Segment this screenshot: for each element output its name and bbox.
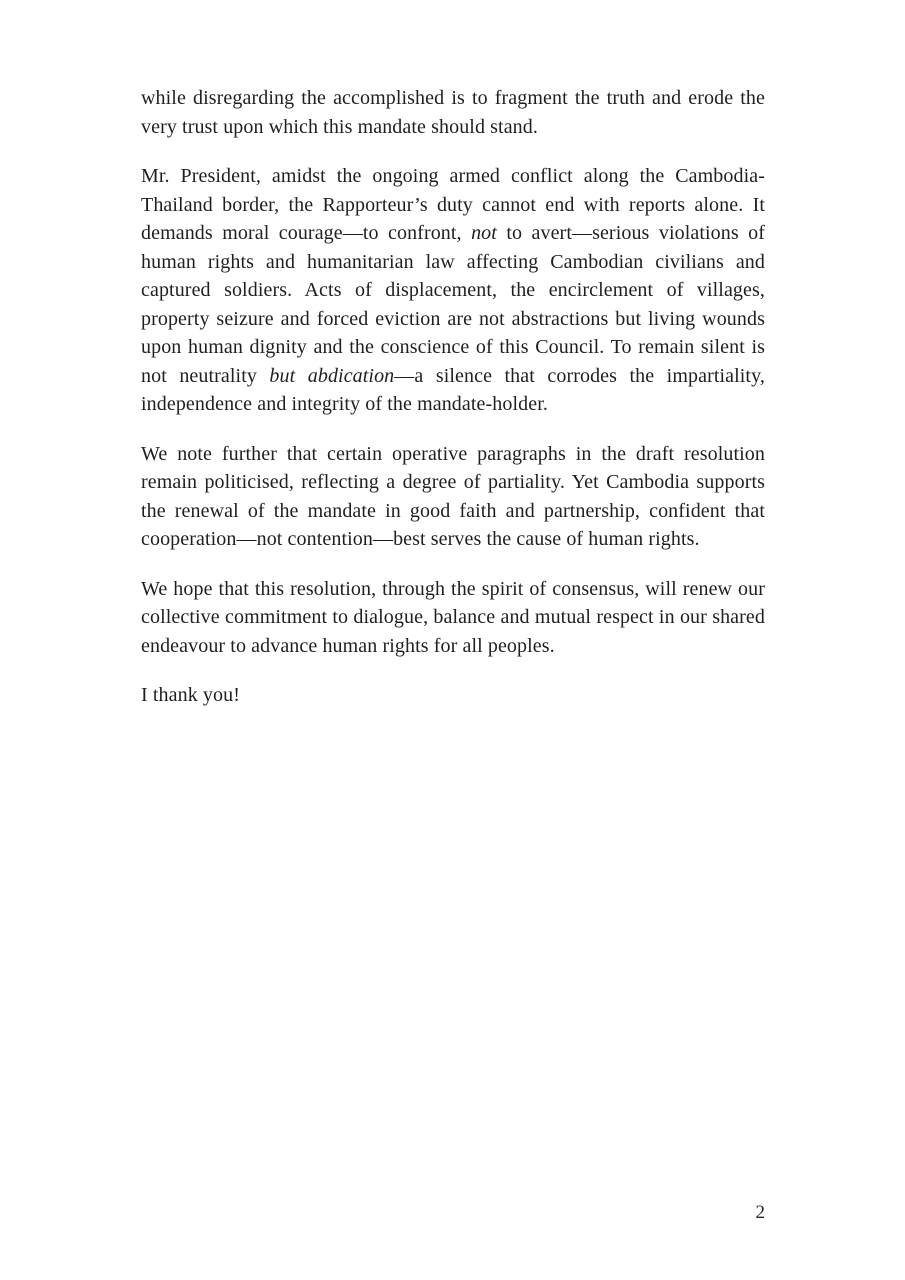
text-run: while disregarding the accomplished is to fragment the truth and erode the very trust upon which this mandate should stand. xyxy=(141,87,765,138)
text-run-italic: not xyxy=(471,222,497,244)
text-run: I thank you! xyxy=(141,684,240,706)
paragraph-thanks xyxy=(141,681,765,710)
text-run-italic: but abdication xyxy=(269,364,395,387)
paragraph-continuation xyxy=(141,84,765,141)
text-run: —a silence that corrodes the impartiality, independence and integrity of the mandate-holder. xyxy=(141,364,765,415)
paragraph-we-hope xyxy=(141,575,765,661)
text-run: We hope that this resolution, through the spirit of consensus, will renew our collective commitment to dialogue, balance and mutual respect in our shared endeavour to advance human rights for all peoples. xyxy=(141,577,765,657)
text-run: We note further that certain operative paragraphs in the draft resolution remain politicised, reflecting a degree of partiality. Yet Cambodia supports the renewal of the mandate in good faith and partnership, confident that cooperation—not contention—best serves the cause of human rights. xyxy=(141,442,765,550)
paragraph-mr-president xyxy=(141,162,765,419)
page-number: 2 xyxy=(755,1202,765,1223)
document-body xyxy=(141,84,765,731)
text-run: Mr. President, amidst the ongoing armed conflict along the Cambodia-Thailand border, the Rapporteur’s duty cannot end with reports alone. It demands moral courage—to confront, xyxy=(141,165,765,244)
paragraph-we-note xyxy=(141,440,765,554)
text-run: to avert—serious violations of human rights and humanitarian law affecting Cambodian civilians and captured soldiers. Acts of displacement, the encirclement of villages, property seizure and forced eviction are not abstractions but living wounds upon human dignity and the conscience of this Council. To remain silent is not neutrality xyxy=(141,222,765,387)
